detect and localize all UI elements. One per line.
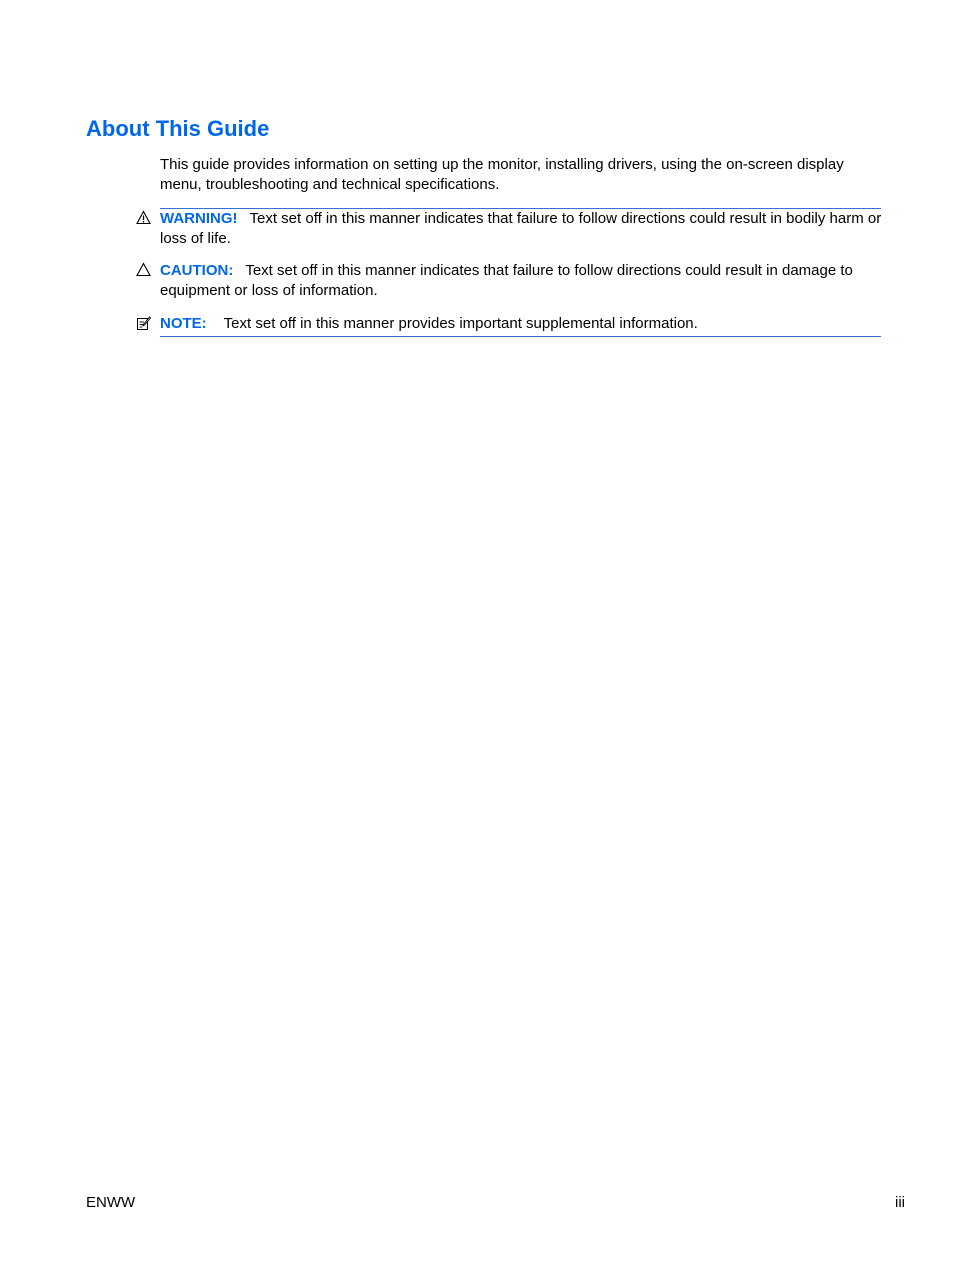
warning-icon xyxy=(136,210,151,225)
notice-divider-bottom xyxy=(160,336,881,337)
warning-text: Text set off in this manner indicates that failure to follow directions could result in bodily harm or loss of life. xyxy=(160,210,882,247)
note-text: Text set off in this manner provides important supplemental information. xyxy=(223,315,698,332)
caution-notice xyxy=(160,261,884,301)
note-label: NOTE: xyxy=(160,315,207,332)
caution-label: CAUTION: xyxy=(160,262,234,279)
footer-label: ENWW xyxy=(86,1194,136,1211)
page-title: About This Guide xyxy=(86,116,270,141)
warning-notice xyxy=(160,209,884,249)
caution-text: Text set off in this manner indicates that failure to follow directions could result in damage to equipment or loss of information. xyxy=(160,262,853,299)
note-notice xyxy=(160,314,884,334)
note-icon xyxy=(136,316,151,331)
page-number: iii xyxy=(895,1194,905,1211)
intro-paragraph: This guide provides information on setting up the monitor, installing drivers, using the on-screen display menu, troubleshooting and technical specifications. xyxy=(160,156,844,193)
warning-label: WARNING! xyxy=(160,210,238,227)
caution-icon xyxy=(136,262,151,277)
